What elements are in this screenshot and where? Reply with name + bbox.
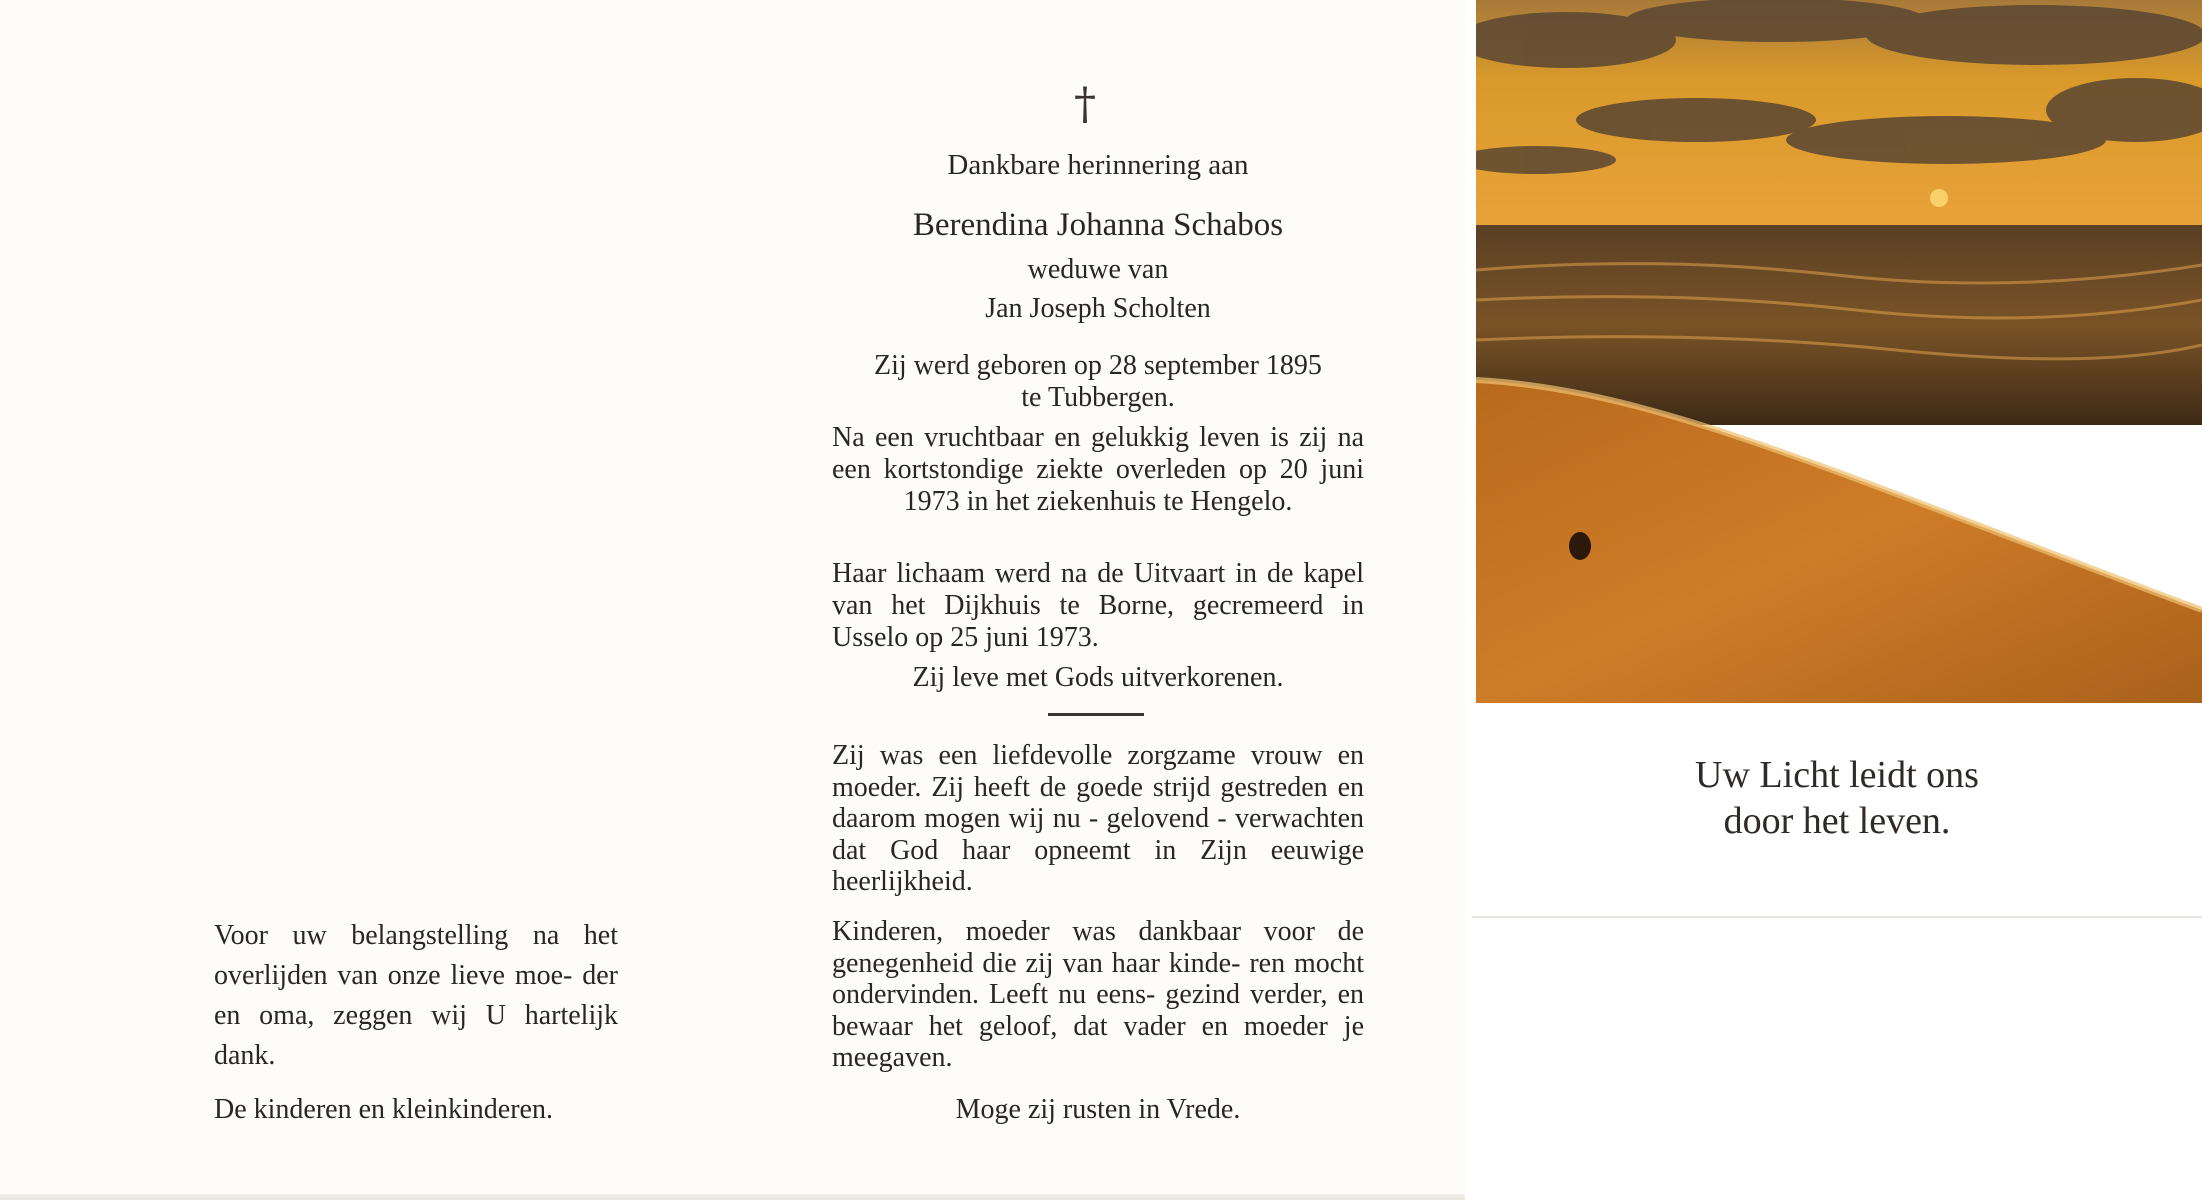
rest-in-peace-line: Moge zij rusten in Vrede. [955,1094,1241,1125]
cross-icon: † [1074,79,1096,130]
spouse-name: Jan Joseph Scholten [985,293,1211,324]
caption [1472,752,2202,844]
signature: De kinderen en kleinkinderen. [214,1094,553,1125]
birth-place-line: te Tubbergen. [1021,382,1175,413]
mother-paragraph: Zij was een liefdevolle zorgzame vrouw en moeder. Zij heeft de goede strijd gestreden en daarom mogen wij nu - gelovend - verwachten dat God haar opneemt in Zijn eeuwige heerlijkheid. [832,740,1364,897]
sunset-image [1476,0,2202,703]
widow-of-label: weduwe van [1027,254,1169,285]
cremation-paragraph: Haar lichaam werd na de Uitvaart in de kapel van het Dijkhuis te Borne, gecremeerd in Usselo op 25 juni 1973. [832,558,1364,653]
sunset-photo [1476,0,2202,703]
heading: Dankbare herinnering aan [947,149,1249,181]
deceased-name: Berendina Johanna Schabos [912,207,1284,243]
birth-paragraph [832,350,1364,414]
memorial-card-front [1472,0,2202,916]
caption-line: Uw Licht leidt ons [1695,754,1979,796]
life-paragraph: Na een vruchtbaar en gelukkig leven is zij na een kortstondige ziekte overleden op 20 juni 1973 in het ziekenhuis te Hengelo. [832,422,1364,517]
caption-line: door het leven. [1723,800,1951,842]
children-paragraph: Kinderen, moeder was dankbaar voor de genegenheid die zij van haar kinde- ren mocht ondervinden. Leeft nu eens- gezind verder, en bewaar het geloof, dat vader en moeder je meegaven. [832,916,1364,1073]
birth-line: Zij werd geboren op 28 september 1895 [874,350,1322,381]
thanks-paragraph: Voor uw belangstelling na het overlijden van onze lieve moe- der en oma, zeggen wij U hartelijk dank. [214,920,618,1071]
chosen-line: Zij leve met Gods uitverkorenen. [912,662,1284,693]
divider [1048,713,1144,716]
